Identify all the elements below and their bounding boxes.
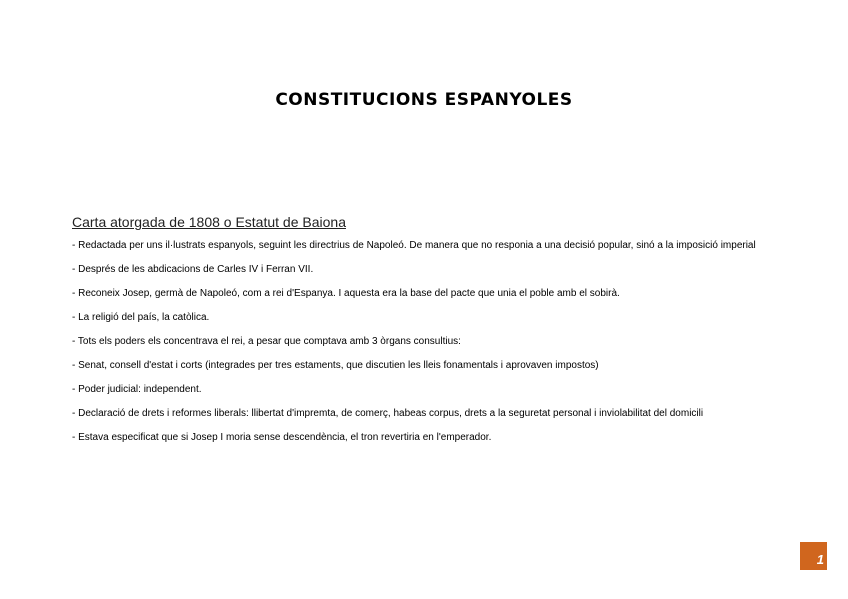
list-item: - Estava especificat que si Josep I moria sense descendència, el tron revertiria en l'emperador. (72, 432, 492, 443)
section-carta-1808 (72, 214, 782, 454)
list-item: - Tots els poders els concentrava el rei, a pesar que comptava amb 3 òrgans consultius: (72, 336, 461, 347)
list-item: - Reconeix Josep, germà de Napoleó, com a rei d'Espanya. I aquesta era la base del pacte que unia el poble amb el sobirà. (72, 288, 620, 299)
list-item: - La religió del país, la catòlica. (72, 312, 210, 323)
section-heading: Carta atorgada de 1808 o Estatut de Baiona (72, 214, 346, 230)
list-item: - Poder judicial: independent. (72, 384, 202, 395)
document-title: CONSTITUCIONS ESPANYOLES (275, 90, 573, 110)
list-item: - Redactada per uns il·lustrats espanyols, seguint les directrius de Napoleó. De manera que no responia a una decisió popular, sinó a la imposició imperial (72, 240, 756, 251)
list-item: - Declaració de drets i reformes liberals: llibertat d'impremta, de comerç, habeas corpus, drets a la seguretat personal i inviolabilitat del domicili (72, 408, 704, 419)
list-item: - Senat, consell d'estat i corts (integrades per tres estaments, que discutien les lleis fonamentals i aprovaven impostos) (72, 360, 599, 371)
list-item: - Després de les abdicacions de Carles IV i Ferran VII. (72, 264, 314, 275)
page-number-badge: 1 (800, 542, 827, 570)
